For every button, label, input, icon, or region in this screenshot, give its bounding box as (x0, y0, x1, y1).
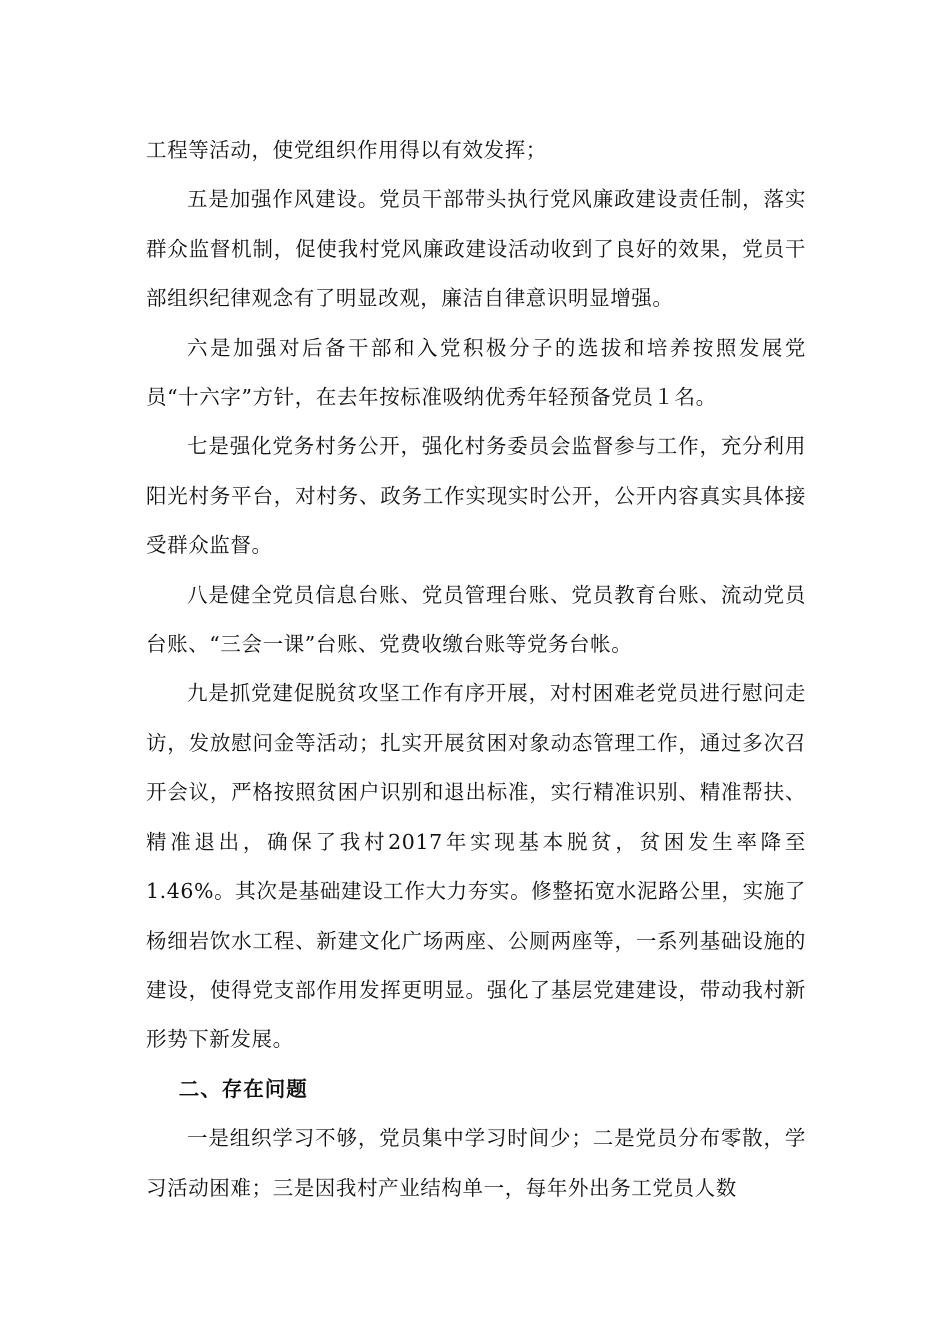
document-page (146, 126, 806, 1213)
paragraph-continuation: 工程等活动，使党组织作用得以有效发挥； (146, 138, 547, 162)
paragraph-problems: 一是组织学习不够，党员集中学习时间少；二是党员分布零散，学习活动困难；三是因我村产业结构单一，每年外出务工党员人数 (146, 1126, 806, 1200)
section-heading: 二、存在问题 (178, 1076, 308, 1101)
paragraph-item-9: 九是抓党建促脱贫攻坚工作有序开展，对村困难老党员进行慰问走访，发放慰问金等活动；扎实开展贫困对象动态管理工作，通过多次召开会议，严格按照贫困户识别和退出标准，实行精准识别、精准帮扶、精准退出，确保了我村2017年实现基本脱贫，贫困发生率降至1.46%。其次是基础建设工作大力夯实。修整拓宽水泥路公里，实施了杨细岩饮水工程、新建文化广场两座、公厕两座等，一系列基础设施的建设，使得党支部作用发挥更明显。强化了基层党建建设，带动我村新形势下新发展。 (146, 681, 806, 1052)
paragraph-item-7: 七是强化党务村务公开，强化村务委员会监督参与工作，充分利用阳光村务平台，对村务、政务工作实现实时公开，公开内容真实具体接受群众监督。 (146, 434, 806, 558)
paragraph-item-6: 六是加强对后备干部和入党积极分子的选拔和培养按照发展党员“十六字”方针，在去年按标准吸纳优秀年轻预备党员１名。 (146, 335, 806, 410)
paragraph-item-5: 五是加强作风建设。党员干部带头执行党风廉政建设责任制，落实群众监督机制，促使我村党风廉政建设活动收到了良好的效果，党员干部组织纪律观念有了明显改观，廉洁自律意识明显增强。 (146, 187, 806, 311)
paragraph-item-8: 八是健全党员信息台账、党员管理台账、党员教育台账、流动党员台账、“三会一课”台账、党费收缴台账等党务台帐。 (146, 582, 806, 657)
